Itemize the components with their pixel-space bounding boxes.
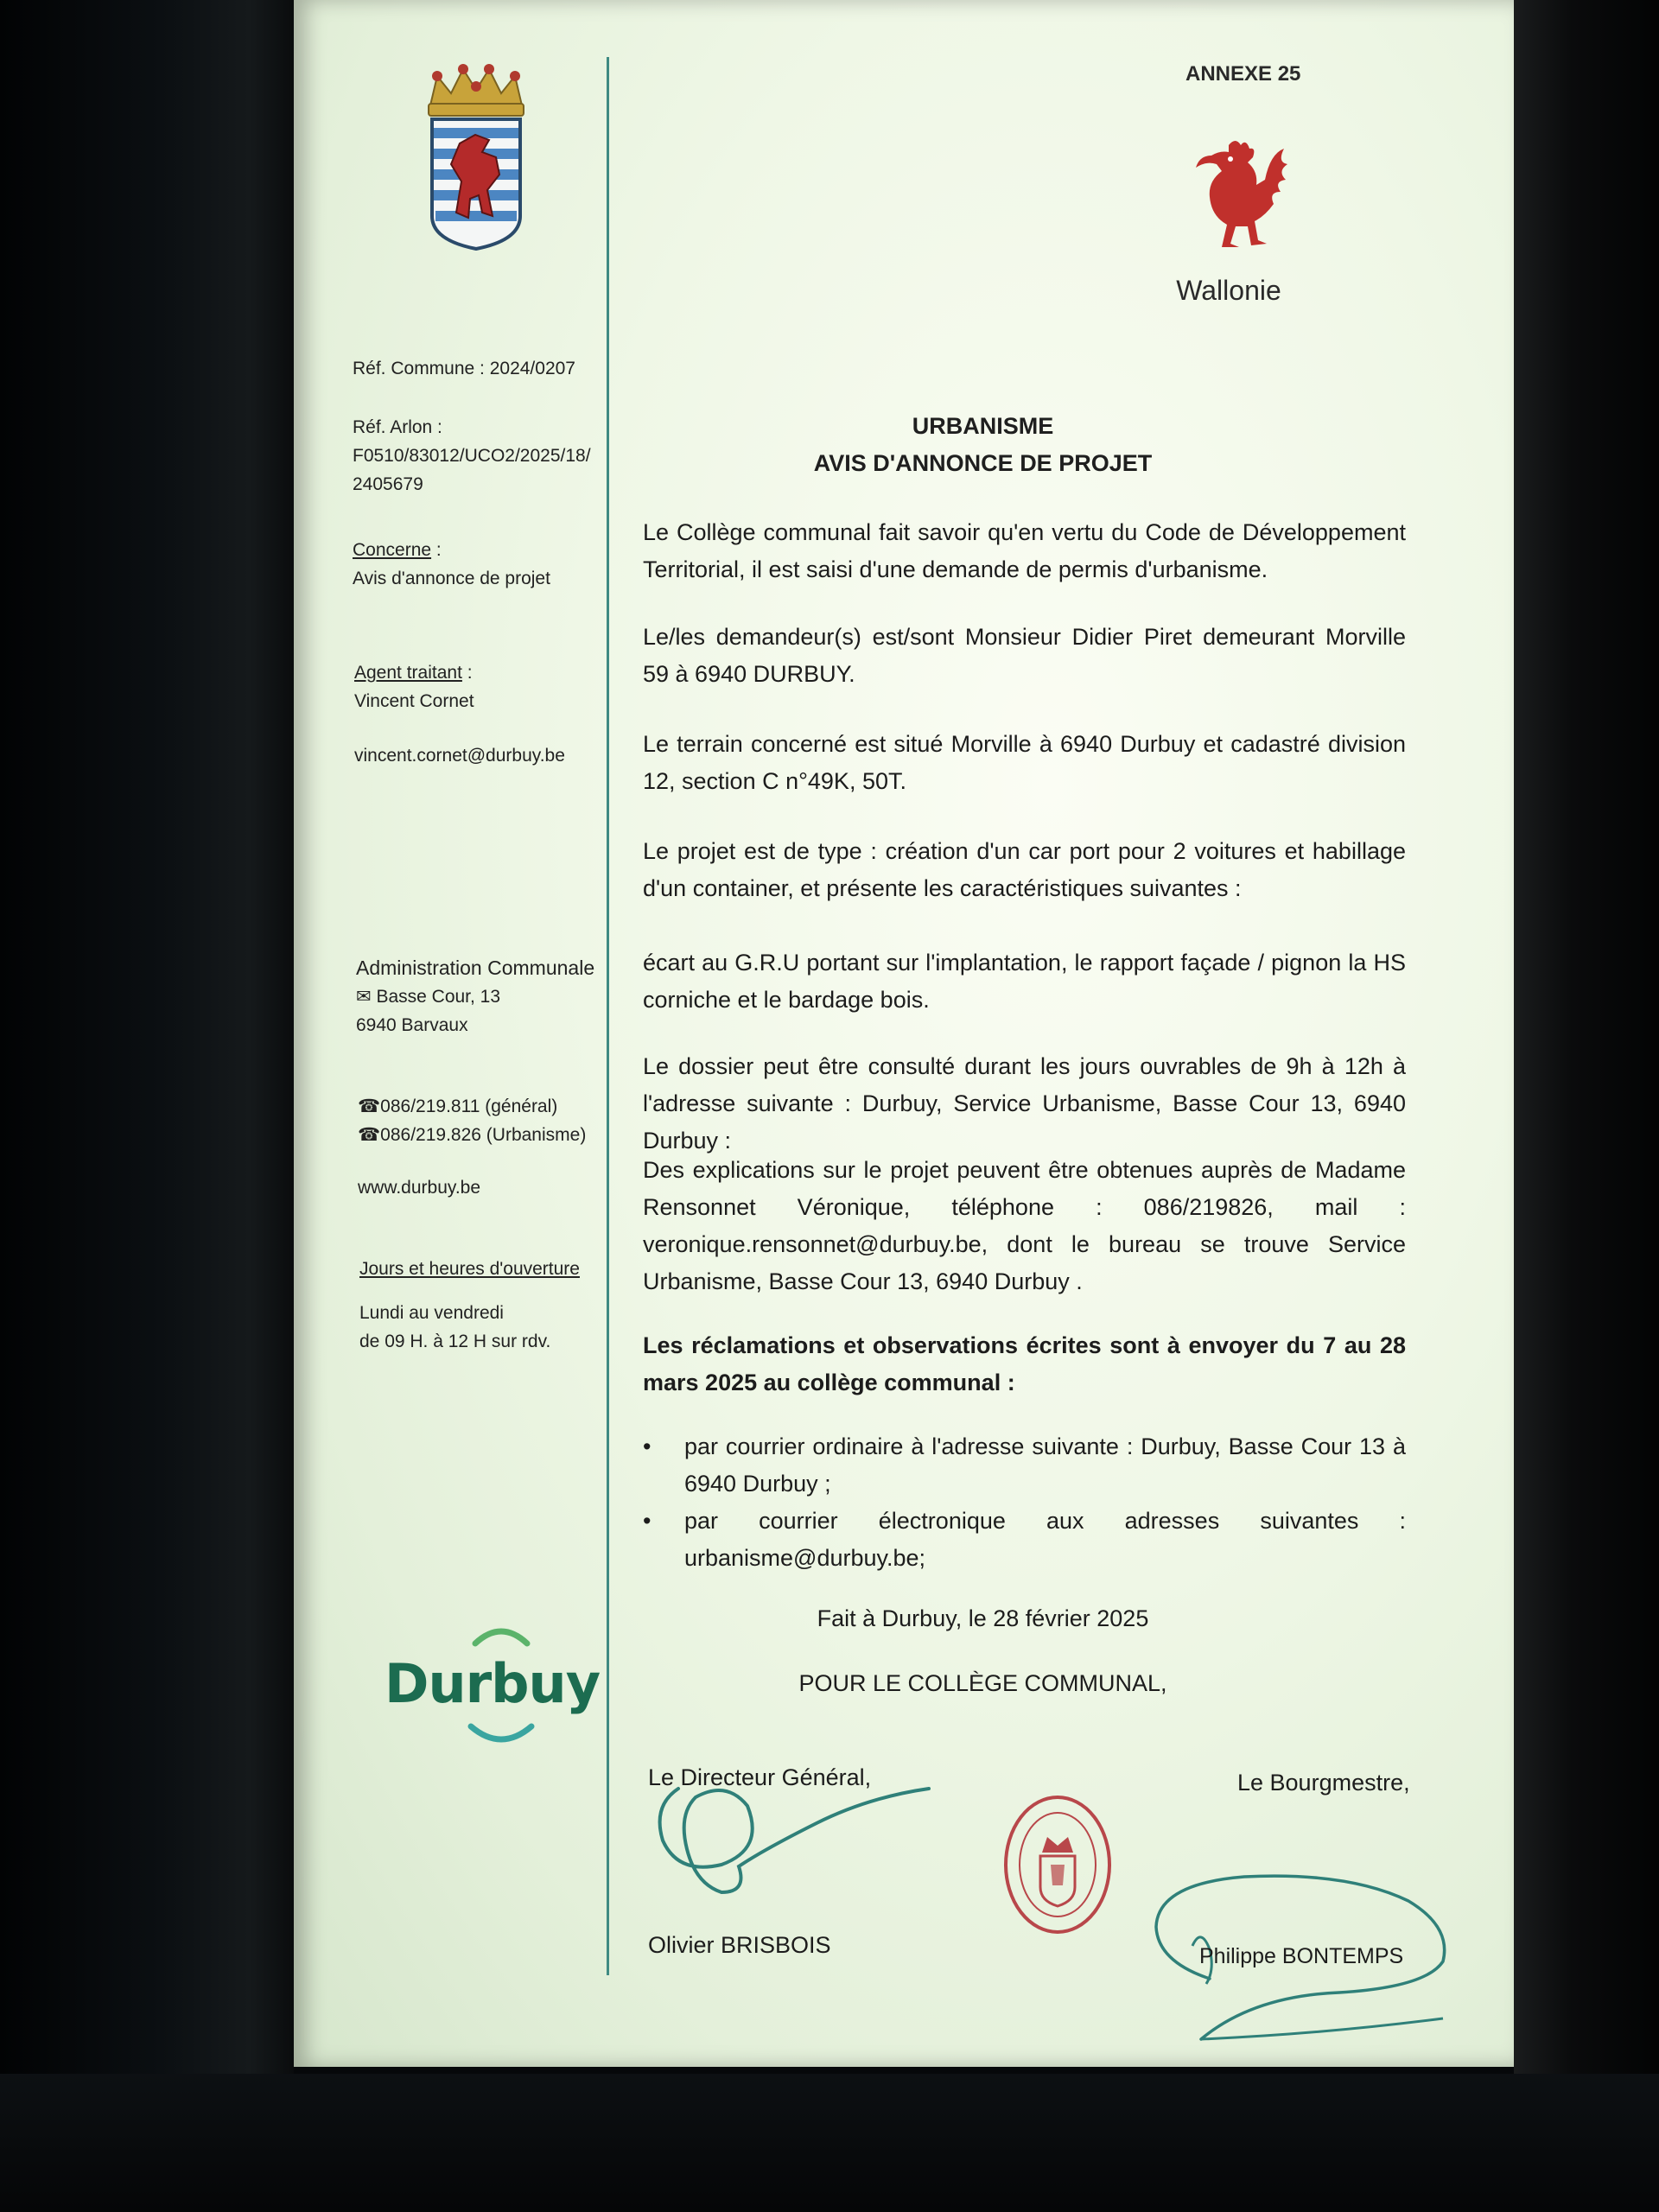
admin-name: Administration Communale xyxy=(356,957,595,979)
envelope-icon: ✉ xyxy=(356,987,372,1007)
mayor-title: Le Bourgmestre, xyxy=(1237,1770,1410,1796)
agent-colon: : xyxy=(461,663,473,683)
college-line: POUR LE COLLÈGE COMMUNAL, xyxy=(798,1670,1167,1696)
municipal-seal-icon xyxy=(1001,1792,1115,1937)
ref-arlon-line: F0510/83012/UCO2/2025/18/ xyxy=(353,446,591,466)
address-line: Basse Cour, 13 xyxy=(376,987,501,1007)
phone-general: 086/219.811 (général) xyxy=(380,1096,558,1116)
durbuy-logo xyxy=(385,1624,601,1754)
hours-block xyxy=(359,1255,580,1356)
wallonia-rooster-icon xyxy=(1187,137,1294,275)
concerne-block xyxy=(353,536,550,593)
place-date: Fait à Durbuy, le 28 février 2025 xyxy=(817,1605,1149,1631)
agent-label: Agent traitant xyxy=(354,663,462,683)
bullet-dot: • xyxy=(643,1433,652,1459)
photo-background-left xyxy=(0,0,294,2212)
wallonie-label: Wallonie xyxy=(1176,275,1281,306)
hours-label: Jours et heures d'ouverture xyxy=(359,1259,580,1279)
page-title xyxy=(726,408,1240,482)
agent-block xyxy=(354,658,474,715)
durbuy-logo-text: Durbuy xyxy=(385,1652,601,1715)
ref-arlon-label: Réf. Arlon : xyxy=(353,417,442,437)
admin-block xyxy=(356,954,594,1039)
mayor-name: Philippe BONTEMPS xyxy=(1199,1944,1404,1968)
phone-icon: ☎ xyxy=(358,1096,381,1116)
ref-commune: Réf. Commune : 2024/0207 xyxy=(353,359,575,378)
paragraph-explanations: Des explications sur le projet peuvent être obtenues auprès de Madame Rensonnet Véronique, téléphone : 086/219826, mail : veronique.rensonnet@durbuy.be, dont le bureau se trouve Service Urbanisme, Basse Cour 13, 6940 Durbuy . xyxy=(643,1157,1406,1294)
phone-block xyxy=(358,1092,586,1149)
paragraph-intro: Le Collège communal fait savoir qu'en vertu du Code de Développement Territorial, il est saisi d'une demande de permis d'urbanisme. xyxy=(643,519,1406,582)
ref-arlon-line: 2405679 xyxy=(353,474,423,494)
column-divider xyxy=(607,57,609,1975)
paragraph-applicant: Le/les demandeur(s) est/sont Monsieur Didier Piret demeurant Morville 59 à 6940 DURBUY. xyxy=(643,624,1406,687)
hours-time: de 09 H. à 12 H sur rdv. xyxy=(359,1332,551,1351)
annexe-number: ANNEXE 25 xyxy=(1185,62,1301,86)
bullet-list xyxy=(643,1428,1406,1577)
notice-document xyxy=(294,0,1514,2067)
director-name: Olivier BRISBOIS xyxy=(648,1932,831,1958)
list-item xyxy=(643,1428,1406,1503)
paragraph-project-type: Le projet est de type : création d'un car port pour 2 voitures et habillage d'un container, et présente les caractéristiques suivantes : xyxy=(643,838,1406,901)
phone-icon: ☎ xyxy=(358,1125,381,1145)
paragraph-characteristics: écart au G.R.U portant sur l'implantation, le rapport façade / pignon la HS corniche et le bardage bois. xyxy=(643,950,1406,1013)
hours-days: Lundi au vendredi xyxy=(359,1303,504,1323)
photo-background-bottom xyxy=(0,2074,1659,2212)
agent-name: Vincent Cornet xyxy=(354,691,474,711)
concerne-colon: : xyxy=(431,540,442,560)
paragraph-consultation: Le dossier peut être consulté durant les jours ouvrables de 9h à 12h à l'adresse suivante : Durbuy, Service Urbanisme, Basse Cour 13, 6940 Durbuy : xyxy=(643,1053,1406,1154)
agent-email: vincent.cornet@durbuy.be xyxy=(354,746,565,766)
website: www.durbuy.be xyxy=(358,1178,481,1198)
bullet-dot: • xyxy=(643,1508,652,1534)
bullet-text: par courrier électronique aux adresses suivantes : urbanisme@durbuy.be; xyxy=(684,1508,1406,1571)
title-line-1: URBANISME xyxy=(912,413,1054,439)
concerne-label: Concerne xyxy=(353,540,432,560)
title-line-2: AVIS D'ANNONCE DE PROJET xyxy=(813,450,1153,476)
paragraph-complaints: Les réclamations et observations écrites sont à envoyer du 7 au 28 mars 2025 au collège communal : xyxy=(643,1332,1406,1395)
bullet-text: par courrier ordinaire à l'adresse suivante : Durbuy, Basse Cour 13 à 6940 Durbuy ; xyxy=(684,1433,1406,1497)
ref-arlon-block xyxy=(353,413,591,499)
director-signature-icon xyxy=(644,1754,938,1910)
coat-of-arms-icon xyxy=(422,60,531,251)
city-line: 6940 Barvaux xyxy=(356,1015,468,1035)
paragraph-land: Le terrain concerné est situé Morville à 6940 Durbuy et cadastré division 12, section C n°49K, 50T. xyxy=(643,731,1406,794)
concerne-value: Avis d'annonce de projet xyxy=(353,569,550,588)
phone-urbanisme: 086/219.826 (Urbanisme) xyxy=(380,1125,587,1145)
photo-background-right xyxy=(1514,0,1659,2212)
director-title: Le Directeur Général, xyxy=(648,1764,872,1790)
list-item xyxy=(643,1503,1406,1577)
